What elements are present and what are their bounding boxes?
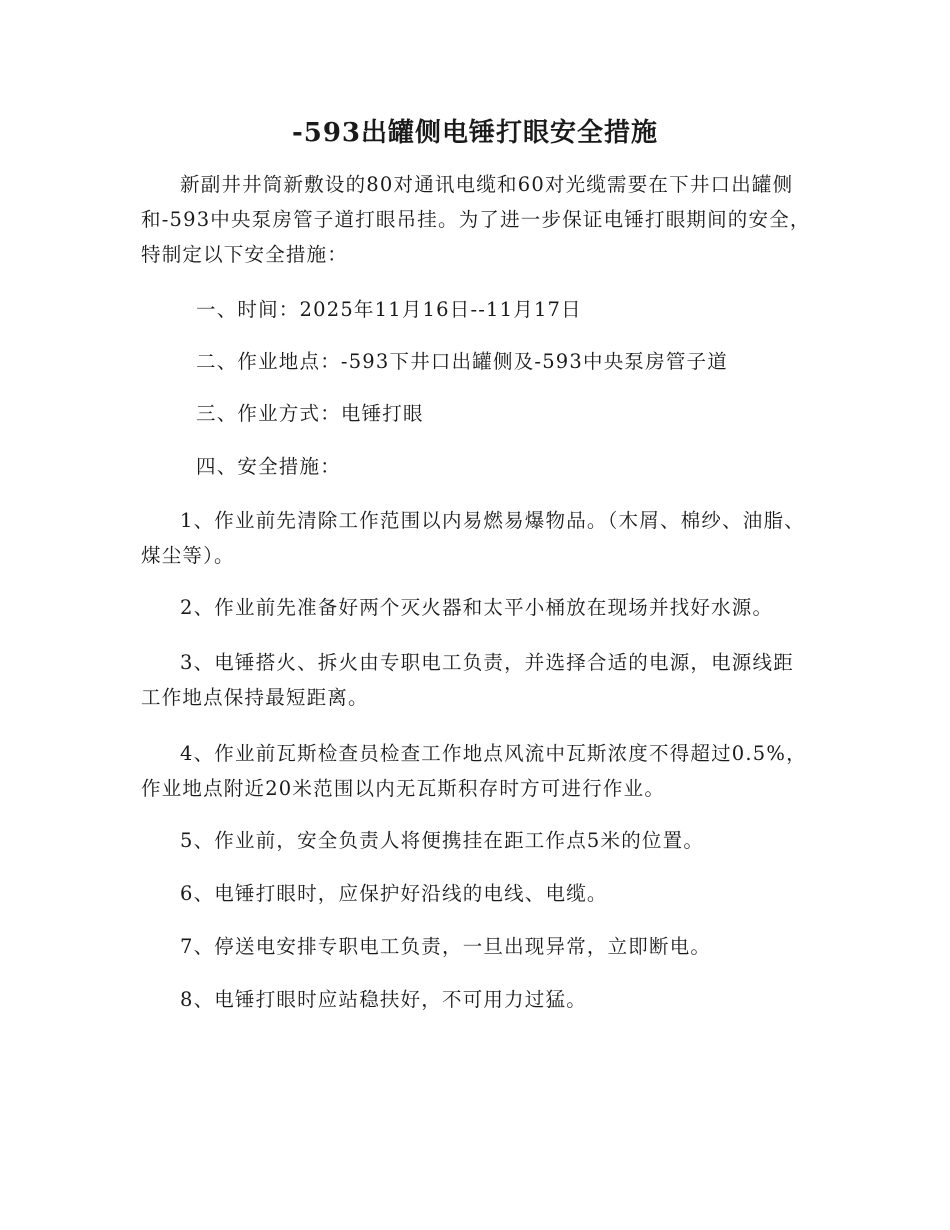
measure-item-7: 7、停送电安排专职电工负责，一旦出现异常，立即断电。 <box>180 935 712 958</box>
measure-item-3: 3、电锤搭火、拆火由专职电工负责，并选择合适的电源，电源线距工作地点保持最短距离。 <box>141 651 794 709</box>
measure-item-5: 5、作业前，安全负责人将便携挂在距工作点5米的位置。 <box>180 829 705 852</box>
measure-item-2: 2、作业前先准备好两个灭火器和太平小桶放在现场并找好水源。 <box>180 596 774 619</box>
section-method: 三、作业方式：电锤打眼 <box>196 402 424 425</box>
section-location: 二、作业地点：-593下井口出罐侧及-593中央泵房管子道 <box>196 350 728 373</box>
measure-item-1: 1、作业前先清除工作范围以内易燃易爆物品。（木屑、棉纱、油脂、煤尘等）。 <box>141 509 805 567</box>
document-title: -593出罐侧电锤打眼安全措施 <box>291 118 659 148</box>
measure-item-4: 4、作业前瓦斯检查员检查工作地点风流中瓦斯浓度不得超过0.5%，作业地点附近20米范围以内无瓦斯积存时方可进行作业。 <box>141 742 807 800</box>
section-time: 一、时间：2025年11月16日--11月17日 <box>196 298 582 321</box>
section-measures-heading: 四、安全措施： <box>196 455 341 478</box>
measure-item-8: 8、电锤打眼时应站稳扶好，不可用力过猛。 <box>180 988 587 1011</box>
measure-item-6: 6、电锤打眼时，应保护好沿线的电线、电缆。 <box>180 882 608 905</box>
intro-paragraph: 新副井井筒新敷设的80对通讯电缆和60对光缆需要在下井口出罐侧和-593中央泵房管子道打眼吊挂。为了进一步保证电锤打眼期间的安全，特制定以下安全措施： <box>141 173 811 266</box>
